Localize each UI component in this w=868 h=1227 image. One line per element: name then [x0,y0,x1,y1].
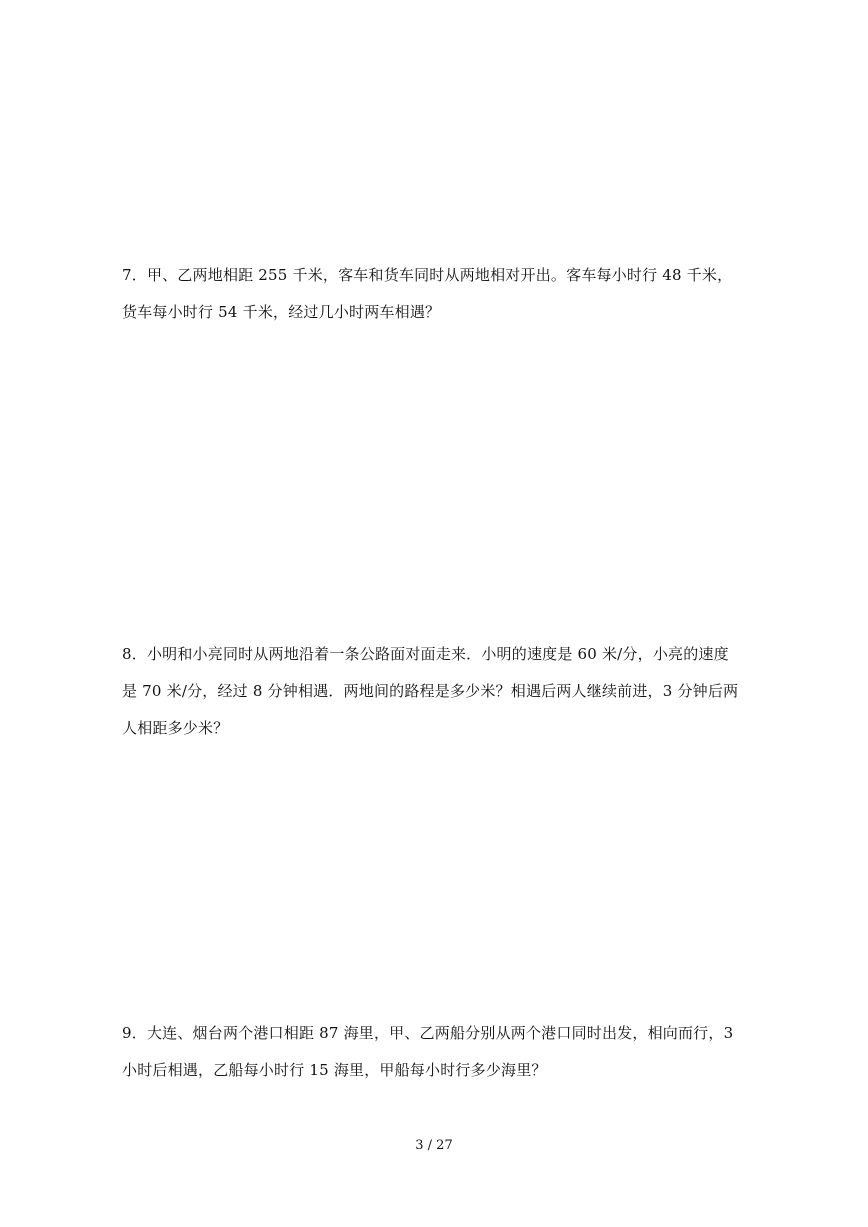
page-number: 3 / 27 [415,1138,453,1153]
problem-9 [122,1015,762,1089]
problem-9-line-1: 9．大连、烟台两个港口相距 87 海里，甲、乙两船分别从两个港口同时出发，相向而行，3 [122,1024,734,1042]
problem-7-line-1: 7．甲、乙两地相距 255 千米，客车和货车同时从两地相对开出。客车每小时行 48 千米， [122,266,733,284]
problem-7-line-2: 货车每小时行 54 千米，经过几小时两车相遇？ [122,303,441,321]
problem-7 [122,257,762,331]
problem-8-line-3: 人相距多少米？ [122,719,229,737]
problem-8 [122,636,762,747]
problem-8-line-2: 是 70 米/分，经过 8 分钟相遇．两地间的路程是多少米？相遇后两人继续前进，3 分钟后两 [122,682,739,700]
problem-8-line-1: 8．小明和小亮同时从两地沿着一条公路面对面走来．小明的速度是 60 米/分，小亮的速度 [122,645,729,663]
problem-9-line-2: 小时后相遇，乙船每小时行 15 海里，甲船每小时行多少海里？ [122,1061,547,1079]
